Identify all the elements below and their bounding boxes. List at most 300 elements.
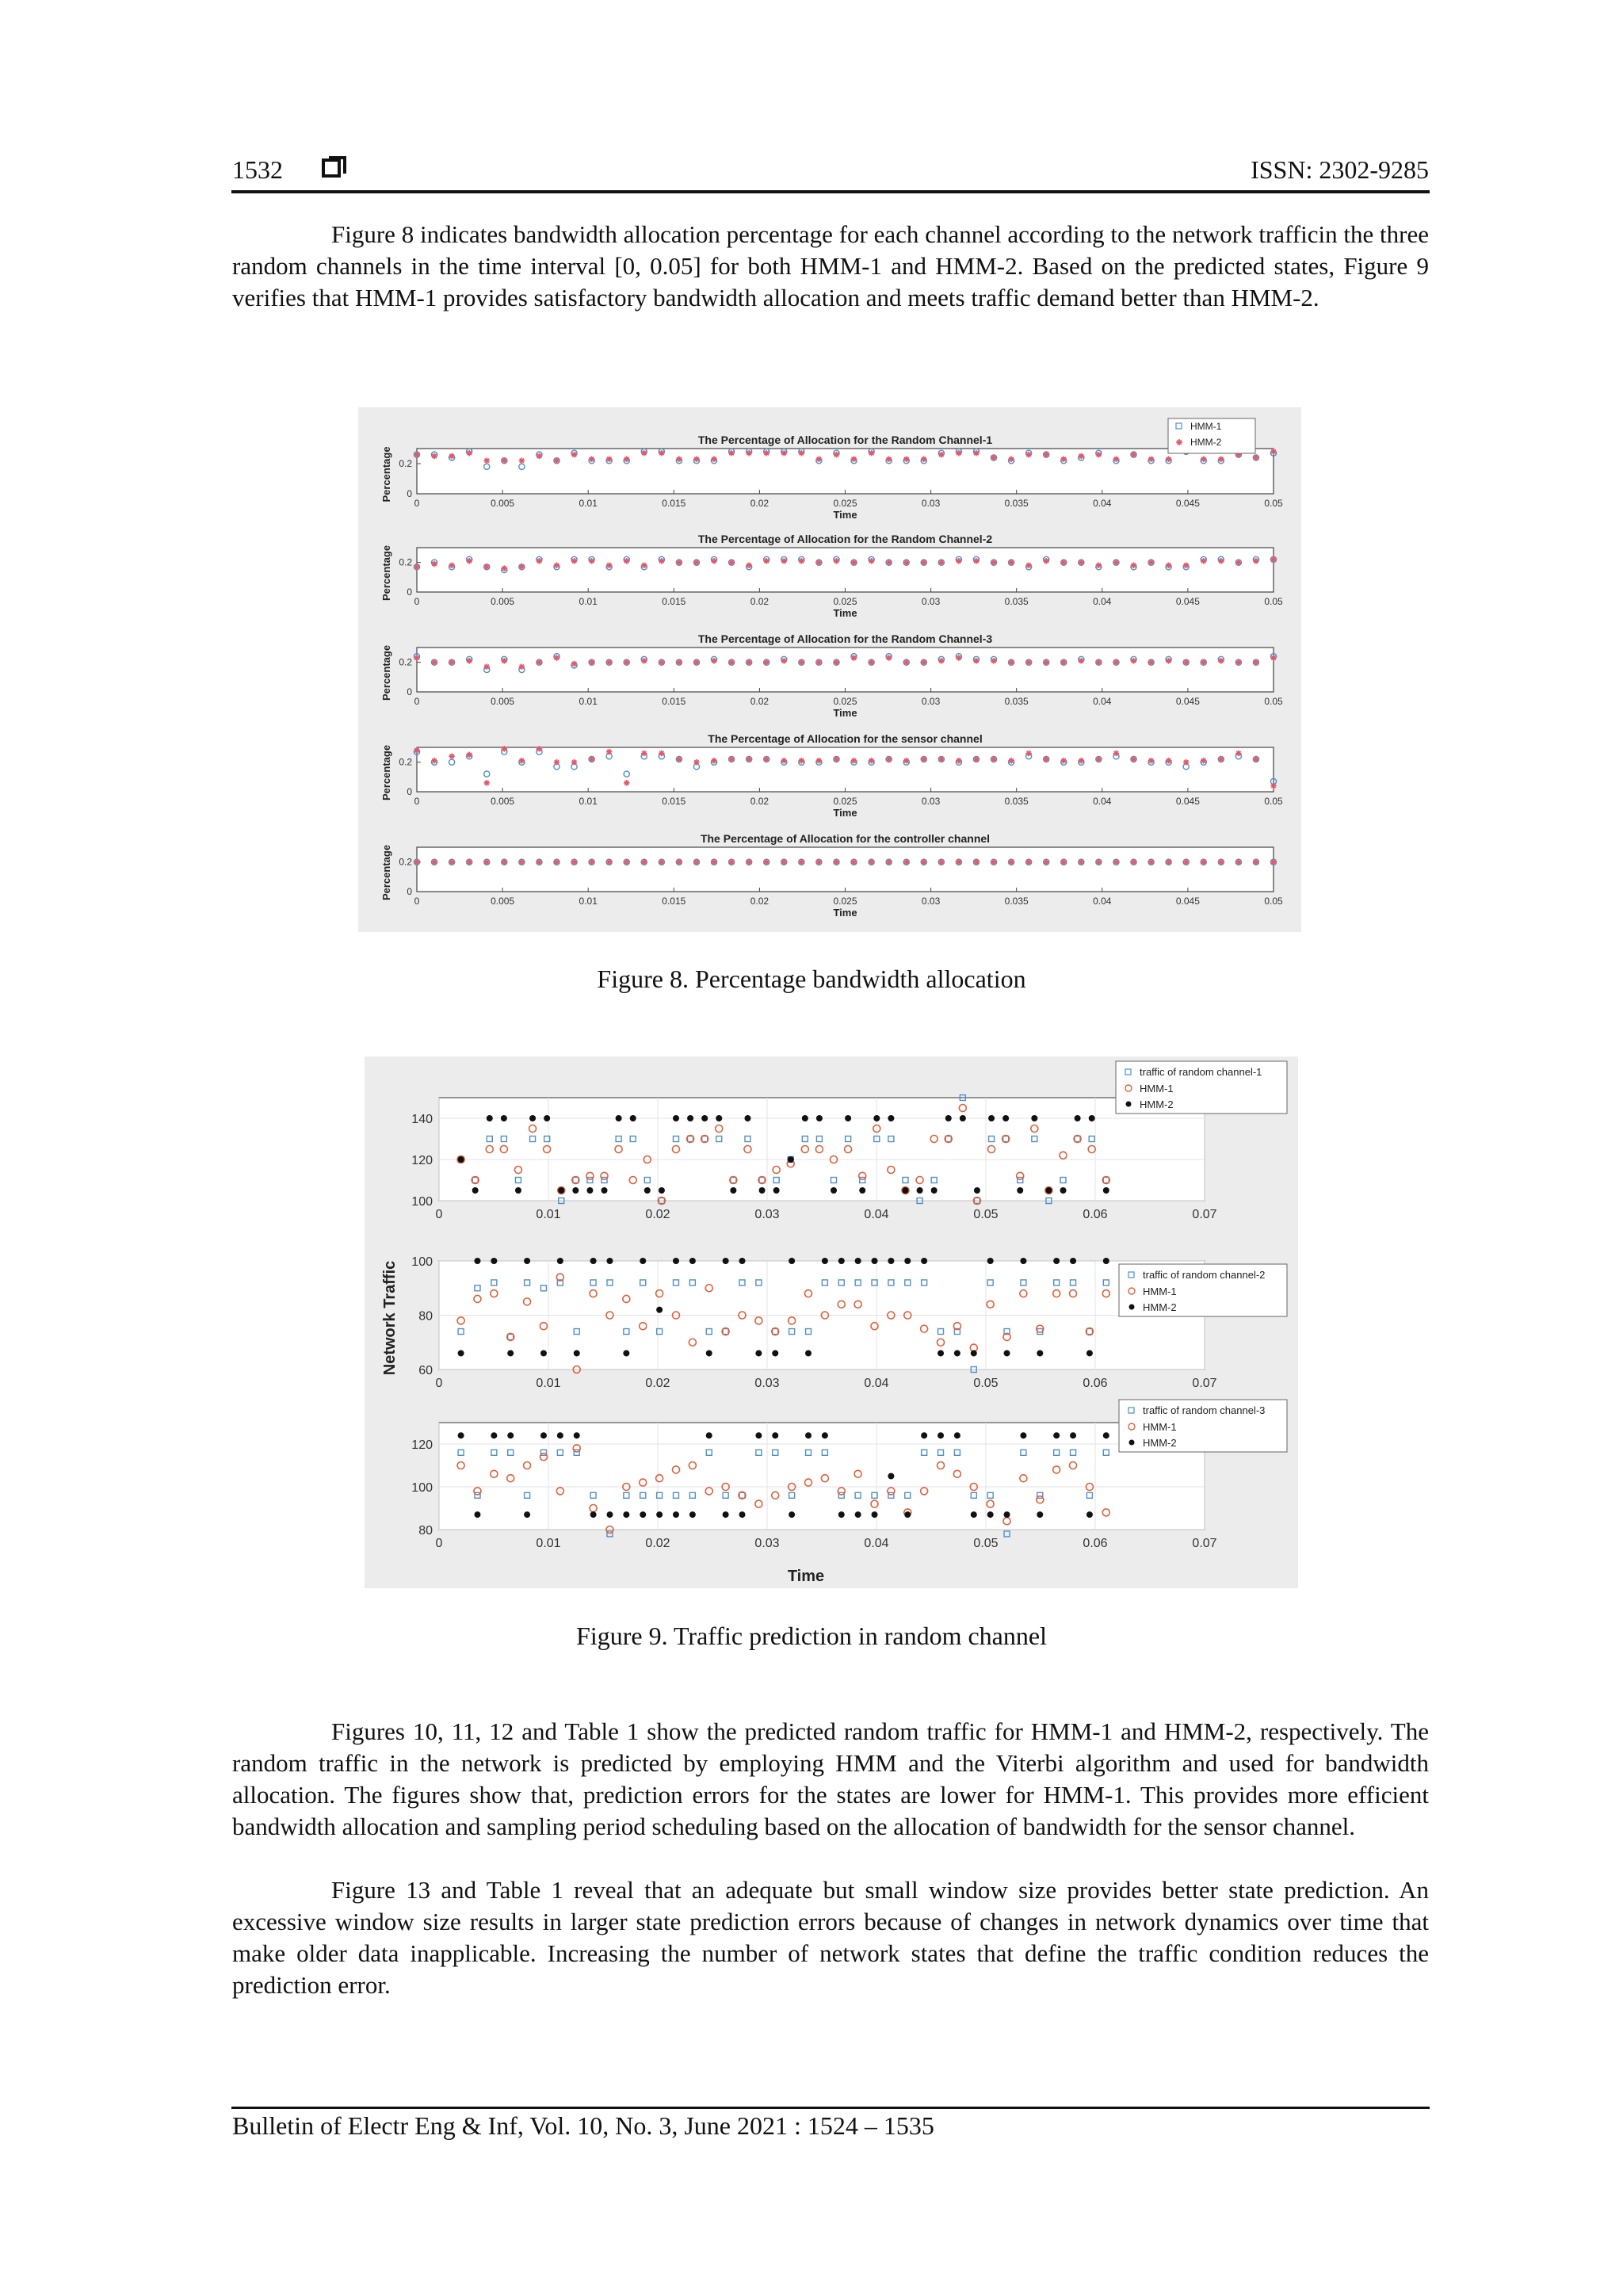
x-tick-label: 0.04 [864, 1208, 889, 1221]
hmm2-point [773, 1187, 780, 1194]
hmm2-point [987, 1511, 994, 1518]
y-tick-label: 100 [411, 1255, 433, 1269]
hmm2-point [483, 457, 490, 464]
x-tick-label: 0.01 [536, 1208, 561, 1221]
panel-title: The Percentage of Allocation for the controller channel [700, 832, 991, 845]
hmm2-point [1020, 1432, 1026, 1438]
hmm2-point [904, 1511, 911, 1518]
hmm2-point [1103, 1187, 1109, 1194]
hmm2-point [1060, 859, 1067, 865]
paragraph-1: Figure 8 indicates bandwidth allocation percentage for each channel according to the network trafficin the three random channels in the time interval [0, 0.05] for both HMM-1 and HMM-2. Based on the predicted states, Figure 9 verifies that HMM-1 provides satisfactory bandwidth allocation and meets traffic demand better than HMM-2. [232, 220, 1429, 311]
x-tick-label: 0.04 [1093, 796, 1112, 807]
issn: ISSN: 2302-9285 [1251, 155, 1429, 184]
hmm2-point [904, 1258, 911, 1264]
y-tick-label: 80 [418, 1309, 433, 1324]
hmm2-point [711, 758, 717, 764]
hmm2-point [746, 859, 752, 865]
hmm2-point [519, 563, 525, 570]
hmm2-point [781, 758, 787, 764]
x-tick-label: 0.05 [1264, 498, 1283, 509]
hmm2-point [466, 558, 472, 564]
hmm2-point [640, 1258, 646, 1264]
hmm2-point [799, 659, 805, 666]
hmm2-point [458, 1432, 464, 1438]
x-tick-label: 0.01 [536, 1537, 561, 1550]
hmm2-point [763, 558, 769, 564]
hmm2-point [888, 1258, 894, 1264]
hmm2-point [921, 560, 927, 566]
hmm2-point [449, 659, 455, 666]
x-tick-label: 0.05 [1264, 796, 1283, 807]
hmm2-point [491, 1258, 497, 1264]
y-tick-label: 0.2 [399, 756, 412, 768]
x-tick-label: 0.045 [1175, 696, 1200, 707]
hmm2-point [903, 457, 910, 463]
hmm2-point [624, 558, 630, 564]
hmm2-point [1235, 859, 1242, 865]
x-tick-label: 0.015 [662, 498, 686, 509]
x-tick-label: 0.05 [973, 1377, 999, 1390]
hmm2-point [659, 859, 665, 865]
y-tick-label: 0 [407, 686, 412, 697]
hmm2-point [1183, 859, 1190, 865]
legend-hmm2-marker [1176, 439, 1182, 445]
hmm2-point [641, 450, 647, 457]
fig8-panel-5 [380, 832, 1283, 919]
legend-hmm2-marker [1129, 1305, 1135, 1310]
hmm2-point [554, 563, 560, 569]
hmm2-point [623, 1511, 629, 1518]
hmm2-point [954, 1432, 960, 1438]
y-tick-label: 120 [411, 1154, 433, 1167]
x-tick-label: 0.03 [754, 1377, 780, 1390]
traffic-point [1004, 1531, 1010, 1537]
hmm2-point [431, 561, 437, 567]
paragraph-2: Figures 10, 11, 12 and Table 1 show the predicted random traffic for HMM-1 and HMM-2, respectively. The random traffic in the network is predicted by employing HMM and the Viterbi algorithm and used for bandwidth allocation. The figures show that, prediction errors for the states are lower for HMM-1. This provides more efficient bandwidth allocation and sampling period scheduling based on the allocation of bandwidth for the sensor channel. [232, 1717, 1429, 1840]
hmm2-point [414, 655, 420, 661]
hmm2-point [1218, 558, 1224, 564]
hmm2-point [938, 560, 945, 566]
hmm2-point [1270, 859, 1277, 865]
hmm2-point [606, 1511, 613, 1518]
hmm2-point [414, 563, 420, 570]
hmm2-point [466, 658, 472, 664]
hmm2-point [1166, 457, 1172, 463]
hmm2-point [1183, 659, 1190, 666]
hmm2-point [1060, 457, 1067, 463]
x-tick-label: 0.03 [754, 1537, 780, 1550]
y-tick-label: 0.2 [399, 856, 412, 868]
hmm2-point [1218, 658, 1224, 664]
hmm2-point [524, 1511, 530, 1518]
hmm2-point [921, 457, 927, 463]
x-tick-label: 0.03 [921, 696, 941, 707]
hmm2-point [1008, 859, 1014, 865]
hmm2-point [537, 746, 543, 752]
x-tick-label: 0.01 [579, 896, 598, 907]
legend-hmm2-marker [1129, 1440, 1135, 1446]
x-tick-label: 0.025 [833, 498, 857, 509]
x-tick-label: 0.025 [833, 796, 857, 807]
fig9-legend-1 [1116, 1061, 1287, 1114]
hmm2-point [624, 457, 630, 463]
hmm2-point [973, 450, 980, 457]
x-tick-label: 0.05 [1264, 596, 1283, 607]
plot-area [417, 449, 1274, 494]
hmm2-point [1070, 1258, 1076, 1264]
hmm2-point [519, 859, 525, 865]
plot-area [417, 747, 1274, 792]
hmm2-point [1017, 1187, 1023, 1194]
legend-hmm1-label: HMM-1 [1143, 1286, 1177, 1297]
x-tick-label: 0.005 [491, 796, 515, 807]
legend-traffic-label: traffic of random channel-1 [1140, 1066, 1262, 1078]
hmm2-point [1060, 1187, 1067, 1194]
y-tick-label: 100 [411, 1481, 433, 1495]
hmm2-point [574, 1350, 580, 1356]
hmm2-point [802, 1115, 808, 1121]
panel-title: The Percentage of Allocation for the sensor channel [708, 732, 983, 745]
plot-area [417, 847, 1274, 892]
hmm2-point [431, 659, 437, 666]
hmm2-point [746, 563, 752, 569]
hmm2-point [554, 759, 560, 766]
x-tick-label: 0.025 [833, 596, 857, 607]
hmm2-point [606, 1258, 613, 1264]
hmm2-point [711, 859, 717, 865]
legend-hmm1-label: HMM-1 [1190, 421, 1222, 432]
hmm2-point [1020, 1258, 1026, 1264]
hmm2-point [590, 1511, 597, 1518]
hmm2-point [431, 758, 437, 764]
hmm2-point [1148, 457, 1155, 463]
y-axis-label: Percentage [380, 744, 392, 801]
hmm2-point [938, 658, 945, 664]
hmm2-point [1253, 558, 1259, 564]
hmm2-point [1086, 1350, 1093, 1356]
hmm2-point [988, 1115, 995, 1121]
hmm2-point [1166, 758, 1172, 764]
hmm2-point [789, 1511, 795, 1518]
hmm2-point [1103, 1432, 1109, 1438]
hmm2-point [1060, 560, 1067, 566]
x-tick-label: 0.005 [491, 596, 515, 607]
hmm2-point [1060, 758, 1067, 764]
hmm2-point [859, 1187, 865, 1194]
hmm2-point [519, 758, 525, 764]
hmm2-point [873, 1115, 880, 1121]
hmm2-point [656, 1511, 663, 1518]
x-tick-label: 0.045 [1175, 596, 1200, 607]
hmm2-point [706, 1350, 712, 1356]
legend-hmm2-label: HMM-2 [1140, 1098, 1174, 1110]
hmm2-point [1253, 859, 1259, 865]
hmm2-point [1148, 560, 1155, 566]
hmm2-point [831, 1187, 837, 1194]
y-tick-label: 80 [418, 1524, 433, 1538]
hmm2-point [851, 859, 857, 865]
hmm2-point [544, 1115, 550, 1121]
hmm2-point [1131, 859, 1137, 865]
x-tick-label: 0.03 [754, 1208, 780, 1221]
y-tick-label: 0 [407, 488, 412, 499]
x-tick-label: 0.03 [921, 896, 941, 907]
hmm2-point [1183, 759, 1190, 766]
hmm2-point [903, 859, 910, 865]
legend-traffic-label: traffic of random channel-3 [1143, 1404, 1266, 1416]
hmm2-point [1131, 658, 1137, 664]
hmm2-point [921, 659, 927, 666]
y-tick-label: 140 [411, 1113, 433, 1126]
hmm2-point [449, 453, 455, 460]
x-tick-label: 0.035 [1004, 896, 1029, 907]
hmm2-point [730, 1187, 736, 1194]
panel-title: The Percentage of Allocation for the Random Channel-2 [697, 533, 993, 545]
x-tick-label: 0.02 [750, 896, 769, 907]
hmm2-point [888, 1115, 894, 1121]
hmm2-point [851, 457, 857, 463]
hmm2-point [414, 747, 420, 754]
hmm2-point [519, 457, 525, 464]
fig9-panel-1 [411, 1061, 1287, 1221]
x-axis-label: Time [833, 509, 857, 521]
hmm2-point [991, 658, 997, 664]
hmm2-point [1053, 1432, 1060, 1438]
hmm2-point [1008, 457, 1014, 463]
hmm2-point [1201, 659, 1207, 666]
hmm2-point [1201, 758, 1207, 764]
plot-area [417, 548, 1274, 592]
x-tick-label: 0.04 [1093, 696, 1112, 707]
legend-hmm2-label: HMM-2 [1143, 1437, 1177, 1449]
hmm2-point [589, 659, 595, 666]
y-tick-label: 0 [407, 786, 412, 797]
legend-hmm1-label: HMM-1 [1143, 1421, 1177, 1433]
x-tick-label: 0 [414, 696, 420, 707]
fig8-panel-4 [380, 732, 1283, 819]
hmm2-point [466, 752, 472, 758]
x-tick-label: 0.07 [1192, 1208, 1217, 1221]
hmm2-point [1201, 859, 1207, 865]
hmm2-point [458, 1156, 464, 1163]
hmm2-point [589, 756, 595, 762]
hmm2-point [1037, 1350, 1043, 1356]
hmm2-point [1008, 659, 1014, 666]
fig8-panel-1 [380, 434, 1283, 521]
hmm2-point [851, 758, 857, 764]
hmm2-point [466, 859, 472, 865]
hmm2-point [590, 1258, 597, 1264]
hmm2-point [739, 1258, 746, 1264]
hmm2-point [524, 1258, 530, 1264]
hmm2-point [589, 457, 595, 463]
hmm2-point [1148, 659, 1155, 666]
hmm2-point [458, 1350, 464, 1356]
hmm2-point [921, 1432, 927, 1438]
hmm2-point [1218, 457, 1224, 463]
hmm2-point [763, 859, 769, 865]
y-tick-label: 0 [407, 886, 412, 897]
figure-9 [365, 1056, 1298, 1588]
hmm2-point [991, 560, 997, 566]
x-tick-label: 0.045 [1175, 796, 1200, 807]
hmm2-point [483, 663, 490, 670]
y-tick-label: 100 [411, 1195, 433, 1209]
legend-hmm2-label: HMM-2 [1190, 437, 1222, 448]
hmm2-point [515, 1187, 521, 1194]
hmm2-point [799, 558, 805, 564]
x-tick-label: 0.005 [491, 498, 515, 509]
hmm2-point [1148, 758, 1155, 764]
legend-hmm1-label: HMM-1 [1140, 1083, 1174, 1095]
hmm2-point [902, 1187, 908, 1194]
y-axis-label: Percentage [380, 844, 392, 901]
hmm2-point [449, 753, 455, 759]
x-tick-label: 0.05 [973, 1208, 999, 1221]
hmm2-point [744, 1115, 750, 1121]
hmm2-point [557, 1432, 563, 1438]
hmm2-point [659, 558, 665, 564]
hmm2-point [502, 658, 508, 664]
hmm2-point [903, 560, 910, 566]
x-tick-label: 0.01 [579, 796, 598, 807]
x-tick-label: 0.07 [1192, 1537, 1217, 1550]
x-tick-label: 0 [435, 1537, 443, 1550]
hmm2-point [640, 1511, 646, 1518]
fig8-panel-2 [380, 533, 1283, 619]
x-tick-label: 0 [435, 1377, 443, 1390]
hmm2-point [763, 450, 769, 457]
hmm2-point [781, 859, 787, 865]
hmm2-point [589, 558, 595, 564]
hmm2-point [917, 1187, 923, 1194]
hmm2-point [474, 1511, 480, 1518]
hmm2-point [1004, 1350, 1010, 1356]
hmm2-point [739, 1511, 746, 1518]
hmm2-point [1079, 758, 1085, 764]
page-number: 1532 [232, 155, 283, 184]
hmm2-point [1008, 758, 1014, 764]
hmm2-point [799, 758, 805, 764]
hmm2-point [502, 565, 508, 571]
hmm2-point [537, 558, 543, 564]
hmm2-point [502, 457, 508, 464]
hmm2-point [938, 1350, 944, 1356]
hmm2-point [711, 558, 717, 564]
hmm2-point [1253, 659, 1259, 666]
x-tick-label: 0.06 [1083, 1377, 1108, 1390]
hmm2-point [706, 1432, 712, 1438]
hmm2-point [888, 1473, 894, 1480]
hmm2-point [763, 659, 769, 666]
hmm2-point [1089, 1115, 1095, 1121]
x-tick-label: 0.03 [921, 498, 941, 509]
hmm2-point [554, 859, 560, 865]
hmm2-point [1235, 659, 1242, 666]
hmm2-point [1096, 859, 1102, 865]
hmm2-point [973, 658, 980, 664]
hmm2-point [693, 457, 700, 463]
hmm2-point [540, 1350, 547, 1356]
hmm2-point [659, 450, 665, 457]
hmm2-point [557, 1258, 563, 1264]
hmm2-point [589, 859, 595, 865]
hmm2-point [805, 1350, 812, 1356]
hmm2-point [838, 1258, 845, 1264]
hmm2-point [781, 558, 787, 564]
x-tick-label: 0.06 [1083, 1208, 1108, 1221]
hmm2-point [872, 1511, 878, 1518]
y-axis-label: Percentage [380, 544, 392, 602]
hmm2-point [788, 1156, 794, 1163]
fig9-panel-3 [411, 1400, 1287, 1550]
x-tick-label: 0.035 [1004, 498, 1029, 509]
hmm2-point [502, 746, 508, 752]
x-tick-label: 0.04 [864, 1377, 889, 1390]
hmm2-point [822, 1432, 828, 1438]
hmm2-point [449, 563, 455, 569]
hmm2-point [987, 1258, 994, 1264]
x-tick-label: 0.04 [1093, 498, 1112, 509]
hmm2-point [673, 1258, 679, 1264]
hmm2-point [558, 1187, 564, 1194]
x-tick-label: 0.04 [1093, 896, 1112, 907]
hmm2-point [973, 859, 980, 865]
hmm2-point [659, 659, 665, 666]
hmm2-point [641, 859, 647, 865]
x-tick-label: 0.05 [973, 1537, 999, 1550]
hmm2-point [502, 859, 508, 865]
hmm2-point [845, 1115, 851, 1121]
hmm2-point [973, 558, 980, 564]
x-tick-label: 0.045 [1175, 896, 1200, 907]
hmm2-point [822, 1258, 828, 1264]
x-tick-label: 0.015 [662, 896, 686, 907]
y-tick-label: 60 [418, 1364, 433, 1377]
hmm2-point [586, 1187, 593, 1194]
y-axis-label: Percentage [380, 644, 392, 701]
hmm2-point [938, 1432, 944, 1438]
hmm2-point [921, 756, 927, 762]
hmm2-point [1270, 449, 1277, 455]
hmm2-point [711, 457, 717, 463]
hmm2-point [781, 450, 787, 457]
x-tick-label: 0.01 [536, 1377, 561, 1390]
hmm2-point [449, 859, 455, 865]
x-tick-label: 0.02 [750, 696, 769, 707]
hmm2-point [414, 452, 420, 458]
hmm2-point [572, 1187, 579, 1194]
hmm2-point [689, 1511, 696, 1518]
x-tick-label: 0 [414, 896, 420, 907]
hmm2-point [1235, 560, 1242, 566]
x-tick-label: 0.02 [750, 796, 769, 807]
x-axis-label: Time [787, 1568, 825, 1585]
hmm2-point [554, 457, 560, 464]
hmm2-point [1045, 1187, 1052, 1194]
hmm2-point [772, 1432, 778, 1438]
hmm2-point [701, 1115, 708, 1121]
hmm2-point [474, 1258, 480, 1264]
x-tick-label: 0.02 [645, 1377, 670, 1390]
hmm2-point [1096, 659, 1102, 666]
x-tick-label: 0.025 [833, 696, 857, 707]
hmm2-point [789, 1258, 795, 1264]
x-tick-label: 0.015 [662, 696, 686, 707]
hmm2-point [472, 1187, 479, 1194]
hmm2-point [816, 1115, 823, 1121]
x-tick-label: 0.02 [645, 1537, 670, 1550]
